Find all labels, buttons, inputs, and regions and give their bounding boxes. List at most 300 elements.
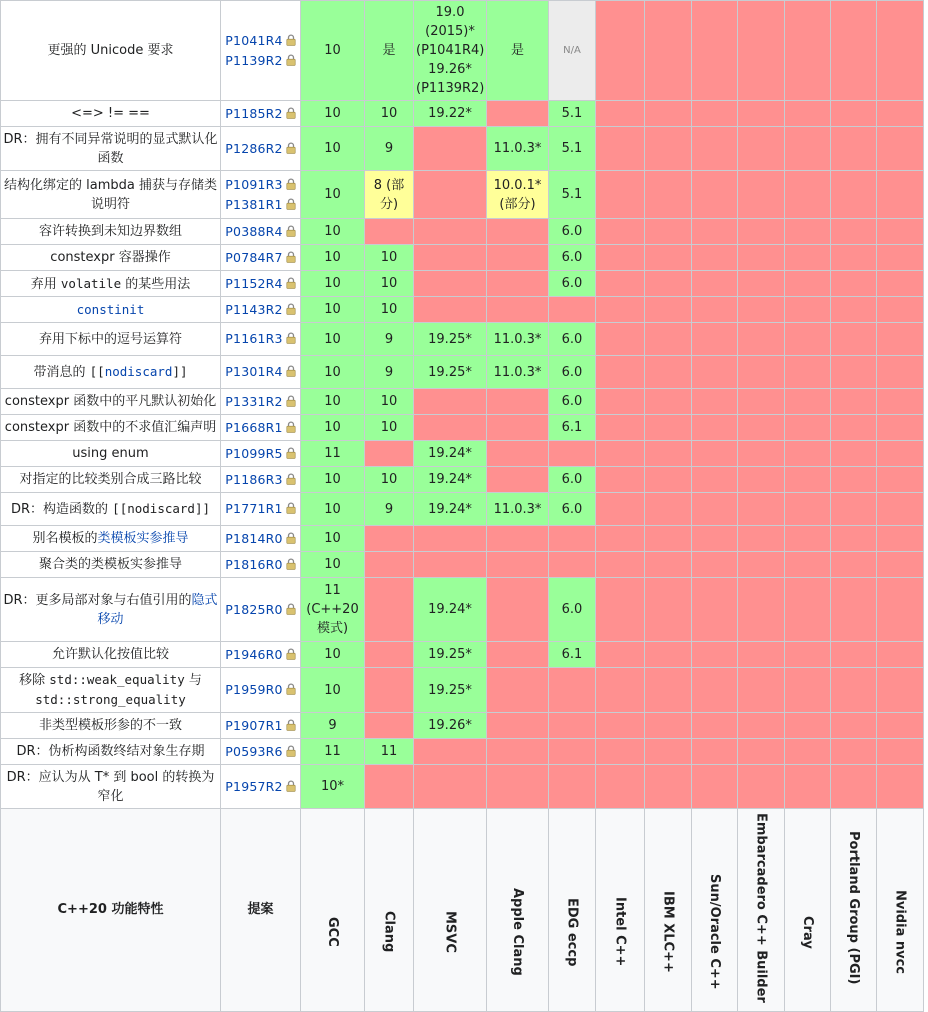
support-cell-empty: [692, 389, 738, 415]
support-cell-empty: [831, 552, 877, 578]
support-cell: 6.0: [549, 493, 596, 526]
compiler-header: [692, 809, 738, 1012]
support-cell: [549, 739, 596, 765]
support-cell: [414, 127, 487, 171]
support-cell-empty: [738, 127, 785, 171]
support-cell-empty: [877, 323, 924, 356]
support-cell: 10: [301, 356, 365, 389]
support-cell: 10: [365, 101, 414, 127]
support-cell: [487, 245, 549, 271]
support-cell: [414, 415, 487, 441]
support-cell-empty: [785, 127, 831, 171]
support-cell: [365, 642, 414, 668]
compiler-name: Cray: [798, 916, 817, 949]
support-cell: [414, 171, 487, 219]
support-cell: [549, 441, 596, 467]
support-cell-empty: [831, 441, 877, 467]
support-cell-empty: [831, 642, 877, 668]
support-cell-empty: [645, 219, 692, 245]
table-row: [1, 219, 928, 245]
lock-icon: [286, 473, 296, 485]
support-cell: 11: [365, 739, 414, 765]
paper-cell: [221, 578, 301, 642]
feature-text: constexpr 函数中的不求值汇编声明: [5, 420, 216, 435]
feature-text: std::strong_equality: [35, 692, 186, 707]
support-cell-empty: [831, 389, 877, 415]
support-cell: 6.0: [549, 271, 596, 297]
paper-cell: [221, 219, 301, 245]
support-cell-empty: [877, 1, 924, 101]
paper-link[interactable]: P1946R0: [225, 647, 282, 662]
table-row: [1, 493, 928, 526]
support-cell-empty: [692, 297, 738, 323]
table-row: [1, 271, 928, 297]
table-row: [1, 389, 928, 415]
paper-link[interactable]: P1814R0: [225, 531, 282, 546]
support-cell-empty: [877, 642, 924, 668]
feature-text: 更强的 Unicode 要求: [48, 43, 174, 58]
paper-cell: [221, 245, 301, 271]
support-cell: [487, 271, 549, 297]
support-cell-empty: [877, 271, 924, 297]
support-cell-empty: [738, 578, 785, 642]
support-cell: 19.24*: [414, 578, 487, 642]
support-cell-empty: [645, 356, 692, 389]
paper-cell: [221, 323, 301, 356]
support-cell-empty: [692, 101, 738, 127]
feature-text: DR：更多局部对象与右值引用的: [3, 593, 191, 608]
support-cell-empty: [877, 578, 924, 642]
feature-text: ]]: [172, 364, 187, 379]
feature-cell: [1, 101, 221, 127]
compiler-name: Embarcadero C++ Builder: [752, 813, 771, 1003]
support-cell-empty: [877, 493, 924, 526]
support-cell-empty: [785, 642, 831, 668]
support-cell: 10: [301, 219, 365, 245]
support-cell-empty: [645, 765, 692, 809]
feature-text: 对指定的比较类别合成三路比较: [19, 472, 201, 487]
feature-text: DR：拥有不同异常说明的显式默认化函数: [3, 132, 217, 166]
paper-link[interactable]: P1161R3: [225, 331, 282, 346]
support-cell-empty: [692, 739, 738, 765]
support-cell-empty: [596, 356, 645, 389]
support-cell-empty: [831, 713, 877, 739]
support-cell-empty: [738, 271, 785, 297]
support-cell: [365, 219, 414, 245]
support-cell-empty: [645, 297, 692, 323]
support-cell-empty: [645, 415, 692, 441]
support-cell: [414, 739, 487, 765]
support-cell: [414, 219, 487, 245]
feature-text: 弃用下标中的逗号运算符: [39, 332, 182, 347]
support-cell: [414, 271, 487, 297]
support-cell: [487, 642, 549, 668]
support-cell-empty: [877, 526, 924, 552]
support-cell-empty: [785, 1, 831, 101]
paper-cell: [221, 642, 301, 668]
support-cell-empty: [596, 127, 645, 171]
support-cell-empty: [692, 219, 738, 245]
support-cell: 11.0.3*: [487, 356, 549, 389]
feature-cell: [1, 526, 221, 552]
support-cell-empty: [785, 171, 831, 219]
paper-link[interactable]: P1959R0: [225, 682, 282, 697]
lock-icon: [286, 648, 296, 660]
support-cell-empty: [645, 271, 692, 297]
support-cell-empty: [692, 1, 738, 101]
support-cell-empty: [831, 219, 877, 245]
support-cell-empty: [692, 642, 738, 668]
support-cell: 10: [301, 1, 365, 101]
table-row: [1, 739, 928, 765]
support-cell: [487, 101, 549, 127]
support-cell: 10: [301, 668, 365, 713]
support-cell-empty: [831, 245, 877, 271]
support-cell-empty: [738, 356, 785, 389]
support-cell: 19.0 (2015)* (P1041R4) 19.26* (P1139R2): [414, 1, 487, 101]
support-cell: 8 (部 分): [365, 171, 414, 219]
support-cell-empty: [831, 578, 877, 642]
support-cell: 10: [365, 415, 414, 441]
support-cell-empty: [645, 552, 692, 578]
feature-cell: [1, 171, 221, 219]
lock-icon: [286, 780, 296, 792]
support-cell-empty: [785, 297, 831, 323]
support-cell-empty: [877, 389, 924, 415]
paper-link[interactable]: P1771R1: [225, 501, 282, 516]
support-cell: 6.0: [549, 245, 596, 271]
paper-link[interactable]: P1186R3: [225, 472, 282, 487]
compiler-name: Clang: [380, 911, 399, 952]
paper-column-header: 提案: [221, 809, 301, 1012]
support-cell-empty: [645, 1, 692, 101]
support-cell-empty: [645, 668, 692, 713]
support-cell-empty: [785, 271, 831, 297]
paper-link[interactable]: P1301R4: [225, 364, 282, 379]
support-cell-empty: [877, 101, 924, 127]
feature-cell: [1, 356, 221, 389]
support-cell: [487, 467, 549, 493]
paper-link[interactable]: P1185R2: [225, 106, 282, 121]
support-cell-empty: [831, 127, 877, 171]
support-cell-empty: [877, 415, 924, 441]
paper-link[interactable]: P1668R1: [225, 420, 282, 435]
paper-link[interactable]: P1091R3: [225, 177, 282, 192]
lock-icon: [286, 225, 296, 237]
support-cell: 10.0.1* (部分): [487, 171, 549, 219]
feature-cell: [1, 271, 221, 297]
feature-cell: [1, 441, 221, 467]
lock-icon: [286, 421, 296, 433]
support-cell: [487, 668, 549, 713]
table-row: [1, 668, 928, 713]
table-row: [1, 1, 928, 101]
support-cell: 11: [301, 441, 365, 467]
support-cell-empty: [596, 323, 645, 356]
feature-text: 非类型模板形参的不一致: [39, 718, 182, 733]
support-cell-empty: [645, 739, 692, 765]
support-cell: 10: [365, 467, 414, 493]
support-cell: 10: [365, 245, 414, 271]
support-cell-empty: [785, 219, 831, 245]
support-cell-empty: [692, 323, 738, 356]
paper-link[interactable]: P1381R1: [225, 197, 282, 212]
support-cell-empty: [831, 297, 877, 323]
feature-text: 结构化绑定的 lambda 捕获与存储类说明符: [4, 178, 217, 212]
support-cell-empty: [692, 765, 738, 809]
support-cell-empty: [831, 467, 877, 493]
support-cell: [487, 415, 549, 441]
paper-link[interactable]: P1152R4: [225, 276, 282, 291]
feature-text: 移除: [19, 673, 49, 688]
support-cell: 11.0.3*: [487, 127, 549, 171]
support-cell: 6.0: [549, 323, 596, 356]
paper-cell: [221, 127, 301, 171]
feature-cell: [1, 713, 221, 739]
support-cell: 19.24*: [414, 441, 487, 467]
paper-link[interactable]: P1286R2: [225, 141, 282, 156]
support-cell-empty: [645, 578, 692, 642]
compiler-header-row: [1, 809, 928, 1012]
table-row: [1, 323, 928, 356]
feature-text: DR：构造函数的: [11, 502, 112, 517]
table-row: [1, 127, 928, 171]
lock-icon: [286, 683, 296, 695]
feature-cell: [1, 415, 221, 441]
support-cell: 10: [365, 389, 414, 415]
support-cell-empty: [596, 765, 645, 809]
support-cell-empty: [645, 323, 692, 356]
support-cell-empty: [738, 171, 785, 219]
compiler-header: [785, 809, 831, 1012]
support-cell-empty: [738, 101, 785, 127]
support-cell: 10: [301, 127, 365, 171]
support-cell-empty: [785, 389, 831, 415]
support-cell-empty: [831, 493, 877, 526]
feature-text: 聚合类的类模板实参推导: [39, 557, 182, 572]
support-cell-empty: [645, 441, 692, 467]
lock-icon: [286, 251, 296, 263]
paper-link[interactable]: P0593R6: [225, 744, 282, 759]
feature-cell: [1, 765, 221, 809]
lock-icon: [286, 395, 296, 407]
paper-cell: [221, 467, 301, 493]
support-cell-empty: [738, 739, 785, 765]
support-cell-empty: [596, 1, 645, 101]
support-cell-empty: [645, 467, 692, 493]
paper-link[interactable]: P1957R2: [225, 779, 282, 794]
support-cell-empty: [831, 415, 877, 441]
support-cell-empty: [877, 297, 924, 323]
support-cell: 19.24*: [414, 493, 487, 526]
support-cell-empty: [596, 668, 645, 713]
support-cell-empty: [645, 713, 692, 739]
support-cell-empty: [645, 389, 692, 415]
feature-text: 弃用: [31, 277, 61, 292]
support-cell: [365, 526, 414, 552]
compiler-name: Intel C++: [611, 897, 630, 966]
feature-link[interactable]: nodiscard: [105, 364, 173, 379]
compiler-header: [831, 809, 877, 1012]
support-cell-empty: [692, 467, 738, 493]
feature-text: 带消息的: [34, 365, 90, 380]
support-cell: [487, 552, 549, 578]
feature-link[interactable]: 隐式移动: [97, 593, 217, 627]
support-cell-empty: [738, 441, 785, 467]
support-cell: 10: [301, 171, 365, 219]
support-cell: 9: [301, 713, 365, 739]
support-cell-empty: [785, 765, 831, 809]
support-cell: 19.26*: [414, 713, 487, 739]
lock-icon: [286, 142, 296, 154]
feature-cell: [1, 219, 221, 245]
compiler-header: [365, 809, 414, 1012]
paper-cell: [221, 101, 301, 127]
feature-cell: [1, 245, 221, 271]
support-cell: 10: [365, 271, 414, 297]
lock-icon: [286, 54, 296, 66]
support-cell-empty: [877, 552, 924, 578]
support-cell-empty: [738, 297, 785, 323]
support-cell: 9: [365, 127, 414, 171]
support-cell-empty: [692, 493, 738, 526]
support-cell: [487, 765, 549, 809]
support-cell-empty: [738, 765, 785, 809]
feature-link[interactable]: 类模板实参推导: [98, 531, 189, 546]
paper-link[interactable]: P1099R5: [225, 446, 282, 461]
support-cell-empty: [877, 765, 924, 809]
support-cell: [549, 668, 596, 713]
lock-icon: [286, 107, 296, 119]
paper-link[interactable]: P0388R4: [225, 224, 282, 239]
support-cell: 19.24*: [414, 467, 487, 493]
support-cell-empty: [692, 526, 738, 552]
compiler-header: [414, 809, 487, 1012]
paper-link[interactable]: P1041R4: [225, 33, 282, 48]
feature-cell: [1, 389, 221, 415]
support-cell: [487, 219, 549, 245]
lock-icon: [286, 558, 296, 570]
feature-cell: [1, 1, 221, 101]
compiler-header: [877, 809, 924, 1012]
lock-icon: [286, 502, 296, 514]
table-row: [1, 415, 928, 441]
support-cell: [365, 441, 414, 467]
support-cell: [365, 668, 414, 713]
support-cell-empty: [596, 271, 645, 297]
compiler-header: [549, 809, 596, 1012]
paper-link[interactable]: P1139R2: [225, 53, 282, 68]
compiler-header: [645, 809, 692, 1012]
support-cell-empty: [785, 526, 831, 552]
lock-icon: [286, 303, 296, 315]
support-cell: 11: [301, 739, 365, 765]
support-cell-empty: [692, 441, 738, 467]
compiler-name: Apple Clang: [508, 888, 527, 976]
support-cell-empty: [596, 739, 645, 765]
lock-icon: [286, 332, 296, 344]
support-cell: [549, 552, 596, 578]
paper-link[interactable]: P1825R0: [225, 602, 282, 617]
feature-cell: [1, 323, 221, 356]
support-cell-empty: [877, 356, 924, 389]
feature-text: [[nodiscard]]: [112, 501, 210, 516]
compiler-header: [487, 809, 549, 1012]
support-cell-empty: [877, 668, 924, 713]
feature-text: 容许转换到未知边界数组: [39, 224, 182, 239]
feature-text: std::weak_equality: [49, 672, 184, 687]
feature-text: constexpr 容器操作: [50, 250, 170, 265]
support-cell-empty: [738, 389, 785, 415]
support-cell-empty: [877, 713, 924, 739]
lock-icon: [286, 532, 296, 544]
support-cell: 10: [301, 642, 365, 668]
support-cell-empty: [596, 578, 645, 642]
support-cell-empty: [785, 552, 831, 578]
support-cell-empty: [596, 552, 645, 578]
support-cell-empty: [785, 323, 831, 356]
support-cell-empty: [831, 323, 877, 356]
lock-icon: [286, 719, 296, 731]
support-cell-empty: [738, 219, 785, 245]
compiler-name: Nvidia nvcc: [891, 890, 910, 974]
table-row: [1, 765, 928, 809]
support-cell: [487, 526, 549, 552]
support-cell: 10: [301, 493, 365, 526]
support-cell-empty: [692, 271, 738, 297]
feature-cell: [1, 493, 221, 526]
paper-link[interactable]: P1816R0: [225, 557, 282, 572]
support-cell: [414, 389, 487, 415]
table-row: [1, 171, 928, 219]
support-cell-empty: [877, 245, 924, 271]
support-cell-empty: [645, 245, 692, 271]
table-row: [1, 356, 928, 389]
support-cell: [487, 389, 549, 415]
support-cell-empty: [596, 526, 645, 552]
support-cell: 19.22*: [414, 101, 487, 127]
support-cell: 10: [301, 389, 365, 415]
paper-link[interactable]: P1143R2: [225, 302, 282, 317]
paper-link[interactable]: P1907R1: [225, 718, 282, 733]
feature-cell: [1, 127, 221, 171]
support-cell: 10: [301, 271, 365, 297]
support-cell: [549, 713, 596, 739]
support-cell: 10: [365, 297, 414, 323]
paper-link[interactable]: P1331R2: [225, 394, 282, 409]
support-cell: 是: [365, 1, 414, 101]
support-cell: [487, 739, 549, 765]
support-cell-empty: [831, 171, 877, 219]
support-cell-empty: [831, 271, 877, 297]
compiler-name: IBM XLC++: [659, 891, 678, 973]
feature-text: 允许默认化按值比较: [52, 647, 169, 662]
compiler-name: Sun/Oracle C++: [705, 874, 724, 990]
feature-link[interactable]: constinit: [77, 302, 145, 317]
support-cell-empty: [738, 245, 785, 271]
support-cell: 10: [301, 101, 365, 127]
paper-cell: [221, 713, 301, 739]
support-cell-empty: [785, 668, 831, 713]
compiler-header: [738, 809, 785, 1012]
paper-cell: [221, 1, 301, 101]
support-cell: 6.0: [549, 389, 596, 415]
support-cell-empty: [785, 441, 831, 467]
paper-link[interactable]: P0784R7: [225, 250, 282, 265]
support-cell: 11.0.3*: [487, 493, 549, 526]
support-cell: N/A: [549, 1, 596, 101]
support-cell: 19.25*: [414, 642, 487, 668]
